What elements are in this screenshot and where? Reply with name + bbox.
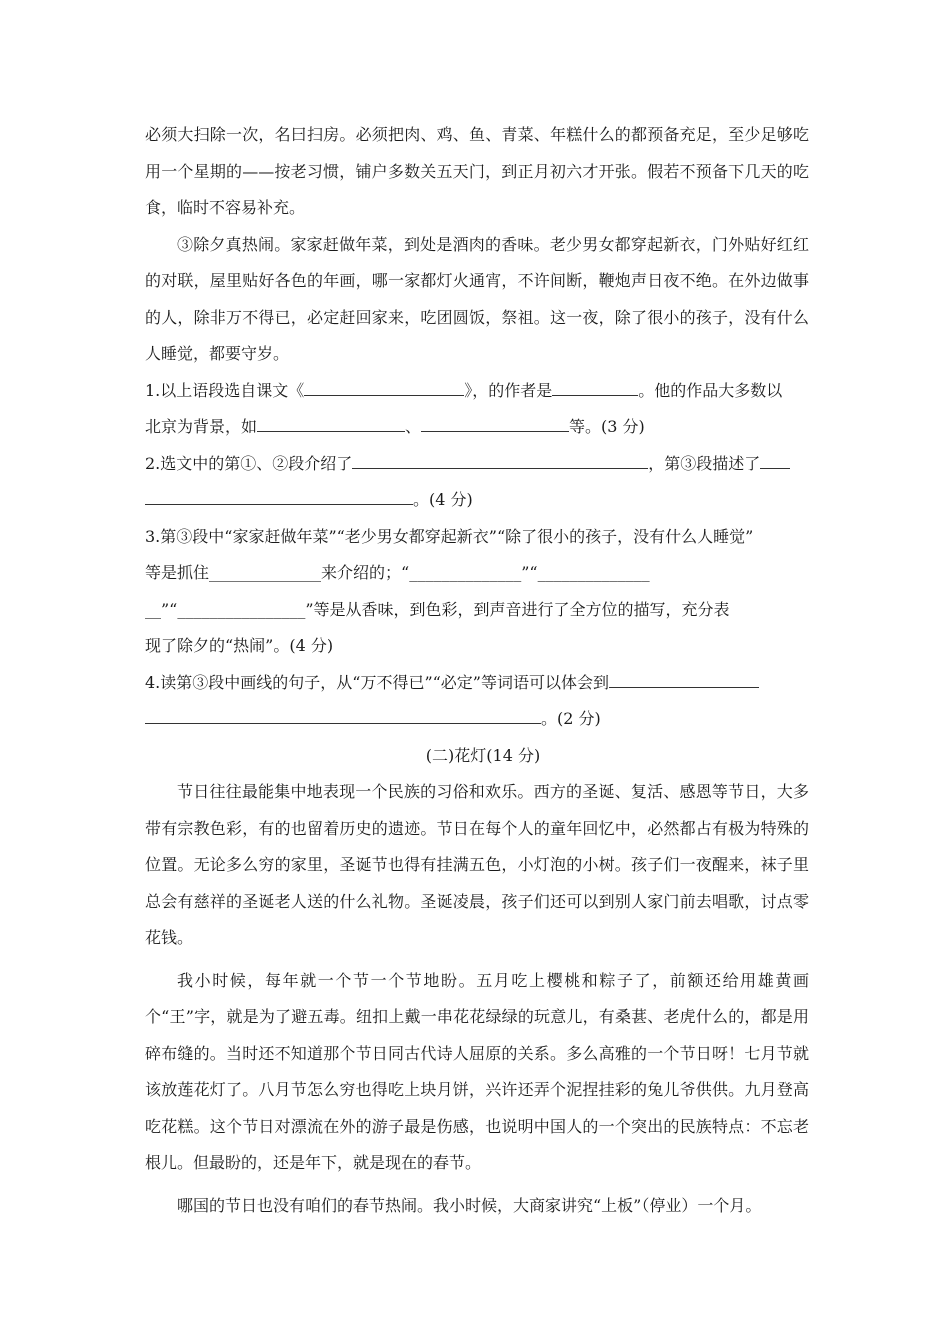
q3-blank-3-end[interactable]: __ [145,599,161,619]
q3-text-g: 现了除夕的“热闹”。(4 分) [145,636,334,655]
question-2 [145,446,809,483]
q1-blank-work-2[interactable] [421,413,569,432]
q1-blank-title[interactable] [304,377,464,396]
question-1 [145,373,809,410]
q3-text-f: ”等是从香味，到色彩，到声音进行了全方位的描写，充分表 [305,599,730,619]
q2-text-b: ，第③段描述了 [648,453,761,473]
q1-text-d: 北京为背景，如 [145,417,258,436]
passage1-paragraph-3: ③除夕真热闹。家家赶做年菜，到处是酒肉的香味。老少男女都穿起新衣，门外贴好红红的对联，屋里贴好各色的年画，哪一家都灯火通宵，不许间断，鞭炮声日夜不绝。在外边做事的人，除非万不得已，必定赶回家来，吃团圆饭，祭祖。这一夜，除了很小的孩子，没有什么人睡觉，都要守岁。 [145,234,809,363]
q2-blank-2-start[interactable] [760,450,790,469]
q3-text-d: ”“ [521,563,538,582]
q3-text-a: 3.第③段中“家家赶做年菜”“老少男女都穿起新衣”“除了很小的孩子，没有什么人睡觉” [145,526,754,546]
q4-blank[interactable] [145,705,541,724]
q1-text-b: 》，的作者是 [464,380,553,400]
q4-blank-start[interactable] [609,669,759,688]
q1-text-f: 等。(3 分) [569,417,645,436]
q2-text-a: 2.选文中的第①、②段介绍了 [145,453,353,473]
q4-text-b: 。(2 分) [541,709,601,728]
question-3-line-3 [145,592,809,629]
question-2-line-2 [145,482,809,519]
q1-blank-author[interactable] [552,377,638,396]
question-1-line-2 [145,409,809,446]
q3-blank-2[interactable]: ______________ [409,563,522,582]
passage1-paragraph-2-continued: 必须大扫除一次，名曰扫房。必须把肉、鸡、鱼、青菜、年糕什么的都预备充足，至少足够吃用一个星期的——按老习惯，铺户多数关五天门，到正月初六才开张。假若不预备下几天的吃食，临时不容易补充。 [145,125,809,217]
question-4-line-2 [145,701,809,738]
q1-text-c: 。他的作品大多数以 [638,380,783,400]
question-4 [145,665,809,702]
q2-text-c: 。(4 分) [413,490,473,509]
q4-text-a: 4.读第③段中画线的句子，从“万不得已”“必定”等词语可以体会到 [145,672,609,692]
passage2-paragraph-1: 节日往往最能集中地表现一个民族的习俗和欢乐。西方的圣诞、复活、感恩等节日，大多带有宗教色彩，有的也留着历史的遗迹。节日在每个人的童年回忆中，必然都占有极为特殊的位置。无论多么穷的家里，圣诞节也得有挂满五色，小灯泡的小树。孩子们一夜醒来，袜子里总会有慈祥的圣诞老人送的什么礼物。圣诞凌晨，孩子们还可以到别人家门前去唱歌，讨点零花钱。 [145,782,809,947]
question-3-line-4 [145,628,809,665]
q2-blank-2[interactable] [145,486,413,505]
q3-text-c: 来介绍的；“ [321,563,410,582]
q3-text-e: ”“ [161,599,178,619]
question-3 [145,519,809,556]
page-content [145,117,809,1224]
passage2-paragraph-2: 我小时候，每年就一个节一个节地盼。五月吃上樱桃和粽子了，前额还给用雄黄画个“王”字，就是为了避五毒。纽扣上戴一串花花绿绿的玩意儿，有桑葚、老虎什么的，都是用碎布缝的。当时还不知道那个节日同古代诗人屈原的关系。多么高雅的一个节日呀！七月节就该放莲花灯了。八月节怎么穷也得吃上块月饼，兴许还弄个泥捏挂彩的兔儿爷供供。九月登高吃花糕。这个节日对漂流在外的游子最是伤感，也说明中国人的一个突出的民族特点：不忘老根儿。但最盼的，还是年下，就是现在的春节。 [145,970,809,1172]
question-3-line-2 [145,555,809,592]
q3-blank-1[interactable]: ______________ [209,563,322,582]
q1-blank-work-1[interactable] [257,413,405,432]
q3-text-b: 等是抓住 [145,563,210,582]
q2-blank-1[interactable] [352,450,648,469]
q1-text-e: 、 [405,417,422,436]
q1-text-a: 1.以上语段选自课文《 [145,380,305,400]
q3-blank-4[interactable]: ________________ [177,599,306,619]
passage2-paragraph-3: 哪国的节日也没有咱们的春节热闹。我小时候，大商家讲究“上板”（停业）一个月。 [177,1195,762,1215]
section-heading-huadeng: (二)花灯(14 分) [425,745,541,765]
q3-blank-3[interactable]: ______________ [537,563,650,582]
